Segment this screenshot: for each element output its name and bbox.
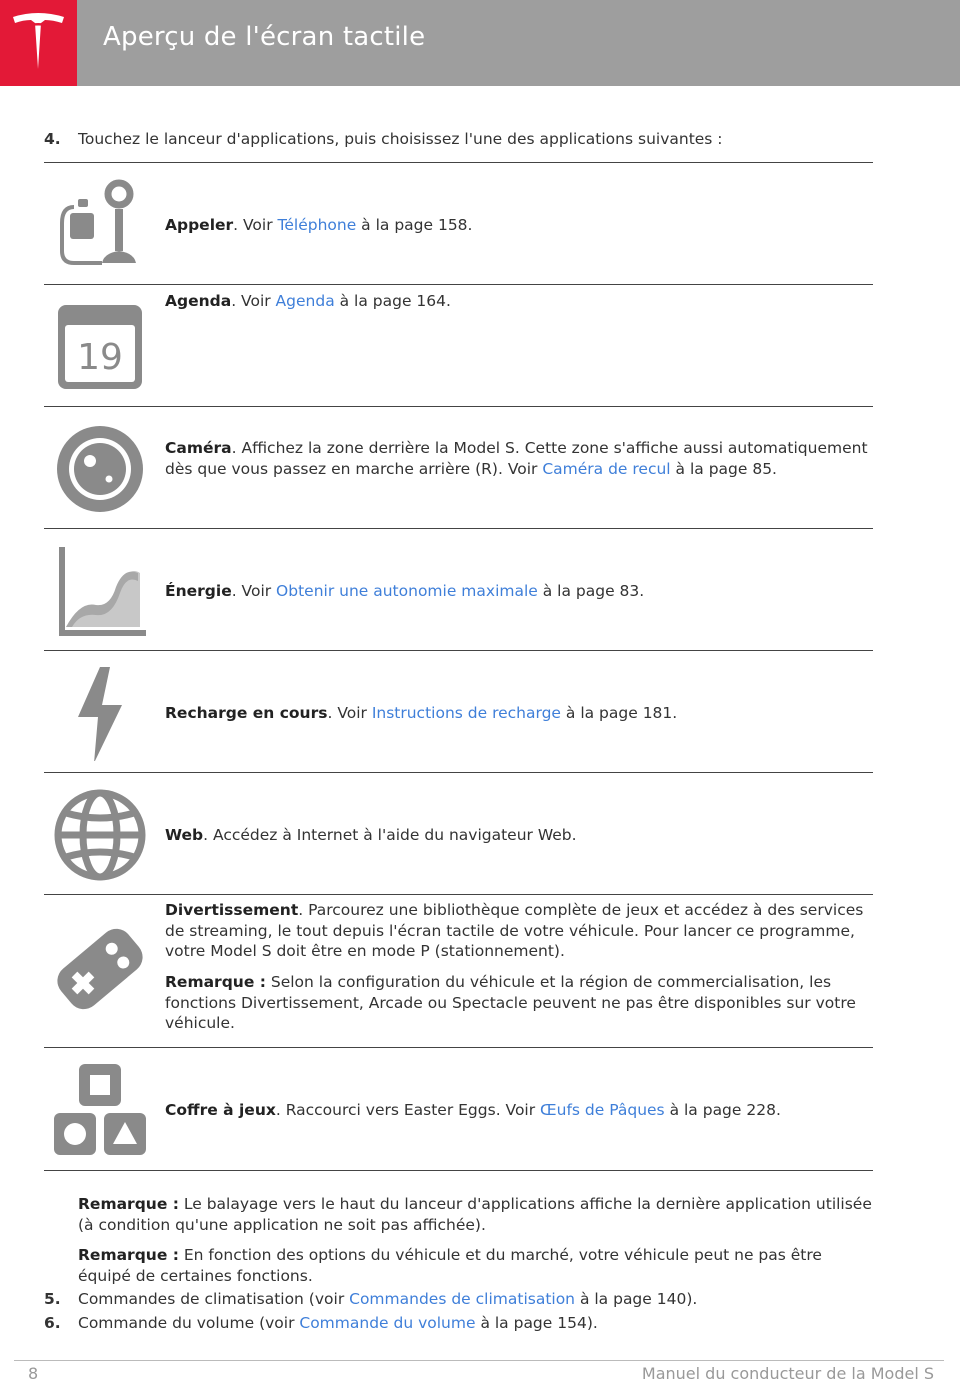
app-desc-text: . Accédez à Internet à l'aide du navigateur Web. [203, 826, 577, 844]
app-row-agenda [44, 284, 873, 407]
lightning-icon [52, 665, 148, 761]
globe-icon [52, 787, 148, 883]
step-number: 5. [44, 1290, 61, 1308]
app-row-divertissement [44, 894, 873, 1046]
step-text-pre: Commandes de climatisation (voir [78, 1290, 350, 1308]
step-text-post: à la page 140). [575, 1290, 698, 1308]
step-text-pre: Commande du volume (voir [78, 1314, 300, 1332]
table-bottom-rule [44, 1170, 873, 1171]
app-desc [165, 825, 870, 846]
step-number: 6. [44, 1314, 61, 1332]
logo-box [0, 0, 77, 86]
app-row-camera [44, 406, 873, 529]
page-header [0, 0, 960, 86]
phone-icon [52, 177, 148, 273]
link-agenda[interactable]: Agenda [275, 292, 335, 310]
page-number: 8 [28, 1364, 39, 1383]
step-text [78, 1290, 697, 1308]
link-obtenir-autonomie[interactable]: Obtenir une autonomie maximale [276, 582, 538, 600]
page-title: Aperçu de l'écran tactile [103, 22, 426, 52]
step-text-post: à la page 154). [475, 1314, 598, 1332]
app-desc [165, 581, 870, 602]
app-desc [165, 900, 870, 962]
app-desc [165, 438, 870, 479]
app-desc-text: . Voir [231, 582, 277, 600]
note-text: Selon la configuration du véhicule et la région de commercialisation, les fonctions Divertissement, Arcade ou Spectacle peuvent ne pas être disponibles sur votre véhicule. [165, 973, 856, 1032]
app-desc [165, 1100, 870, 1121]
footer-rule [14, 1360, 944, 1361]
calendar-day-label: 19 [77, 337, 123, 378]
note-1 [78, 1194, 878, 1236]
app-desc-page: à la page 228. [664, 1101, 781, 1119]
calendar-icon [52, 299, 148, 395]
link-instructions-recharge[interactable]: Instructions de recharge [371, 704, 561, 722]
app-name: Appeler [165, 216, 234, 234]
app-desc-text: . Raccourci vers Easter Eggs. Voir [275, 1101, 541, 1119]
app-desc [165, 291, 870, 312]
note-label: Remarque : [78, 1246, 179, 1264]
app-desc [165, 703, 870, 724]
app-name: Caméra [165, 439, 232, 457]
app-name: Divertissement [165, 901, 299, 919]
note-2 [78, 1245, 878, 1287]
energy-chart-icon [52, 543, 148, 639]
app-desc-text: . Parcourez une bibliothèque complète de jeux et accédez à des services de streaming, le tout depuis l'écran tactile de votre véhicule. Pour lancer ce programme, votre Model S doit être en mode P (stationnement). [165, 901, 864, 960]
link-camera-de-recul[interactable]: Caméra de recul [542, 459, 671, 478]
app-desc-text: . Voir [231, 292, 276, 310]
note-label: Remarque : [165, 973, 266, 991]
app-desc [165, 215, 870, 236]
app-row-coffre [44, 1047, 873, 1170]
app-name: Recharge en cours [165, 704, 328, 722]
app-name: Énergie [165, 582, 232, 600]
app-row-appeler [44, 162, 873, 285]
step-number: 4. [44, 130, 61, 148]
link-telephone[interactable]: Téléphone [277, 216, 357, 234]
gamepad-icon [52, 921, 148, 1017]
step-text: Touchez le lanceur d'applications, puis choisissez l'une des applications suivantes : [78, 130, 723, 148]
tesla-logo-icon [10, 11, 67, 73]
note-text: En fonction des options du véhicule et du marché, votre véhicule peut ne pas être équipé de certaines fonctions. [78, 1246, 822, 1285]
app-desc-page: à la page 85. [670, 459, 777, 478]
note-text: Le balayage vers le haut du lanceur d'applications affiche la dernière application utilisée (à condition qu'une application ne soit pas affichée). [78, 1195, 872, 1234]
note-label: Remarque : [78, 1195, 179, 1213]
link-commandes-climatisation[interactable]: Commandes de climatisation [349, 1290, 576, 1308]
app-name: Web [165, 826, 204, 844]
app-row-recharge [44, 650, 873, 773]
app-desc-text: . Voir [327, 704, 372, 722]
app-name: Coffre à jeux [165, 1101, 276, 1119]
app-desc-page: à la page 181. [560, 704, 678, 722]
app-desc-text: . Voir [233, 216, 278, 234]
camera-icon [52, 421, 148, 517]
app-desc-page: à la page 83. [537, 582, 645, 600]
manual-title: Manuel du conducteur de la Model S [641, 1364, 934, 1383]
app-row-energie [44, 528, 873, 651]
app-note [165, 972, 870, 1034]
app-name: Agenda [165, 292, 232, 310]
app-desc-page: à la page 164. [334, 292, 451, 310]
link-oeufs-de-paques[interactable]: Œufs de Pâques [540, 1101, 665, 1119]
app-row-web [44, 772, 873, 895]
toybox-icon [52, 1062, 148, 1158]
app-desc-page: à la page 158. [356, 216, 473, 234]
app-desc-text: . Affichez la zone derrière la Model S. Cette zone s'affiche aussi automatiquement dès que vous passez en marche arrière (R). Voir [165, 439, 868, 478]
link-commande-volume[interactable]: Commande du volume [299, 1314, 476, 1332]
step-text [78, 1314, 598, 1332]
